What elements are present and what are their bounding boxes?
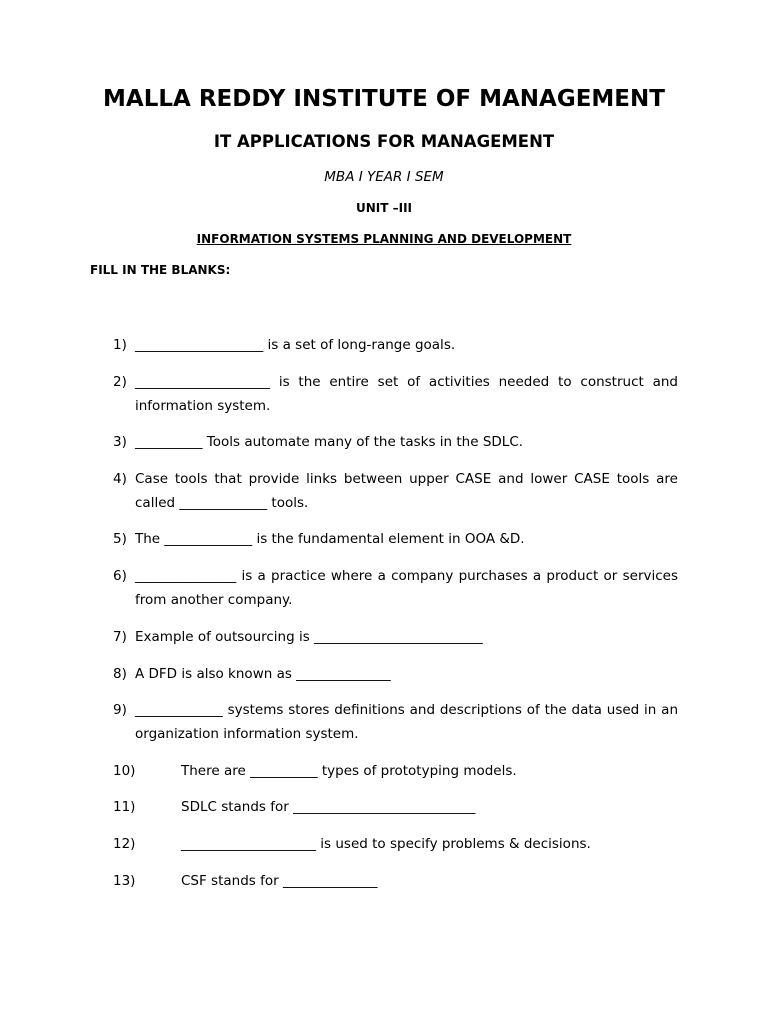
question-text: __________ Tools automate many of the tasks in the SDLC.: [135, 434, 524, 450]
question-text: _______________ is a practice where a company purchases a product or services from another company.: [135, 568, 678, 608]
institute-title: MALLA REDDY INSTITUTE OF MANAGEMENT: [103, 86, 665, 112]
course-title: IT APPLICATIONS FOR MANAGEMENT: [213, 132, 555, 151]
question-text: CSF stands for ______________: [181, 873, 378, 889]
question-text: A DFD is also known as ______________: [135, 666, 391, 682]
question-number: 7): [113, 629, 127, 645]
question-number: 2): [113, 374, 127, 390]
question-number: 5): [113, 531, 127, 547]
question-number: 12): [113, 836, 136, 852]
question-text: _____________ systems stores definitions and descriptions of the data used in an organization information system.: [135, 702, 678, 742]
unit-label: UNIT –III: [355, 201, 412, 215]
question-number: 6): [113, 568, 127, 584]
program-label: MBA I YEAR I SEM: [324, 169, 444, 185]
section-heading: FILL IN THE BLANKS:: [90, 263, 231, 277]
question-number: 4): [113, 471, 127, 487]
question-text: ___________________ is a set of long-range goals.: [135, 337, 456, 353]
question-number: 3): [113, 434, 127, 450]
question-number: 1): [113, 337, 127, 353]
question-text: Case tools that provide links between upper CASE and lower CASE tools are called _____________ tools.: [135, 471, 678, 511]
question-text: ____________________ is used to specify problems & decisions.: [181, 836, 591, 852]
topic-heading: INFORMATION SYSTEMS PLANNING AND DEVELOPMENT: [196, 232, 572, 246]
question-text: The _____________ is the fundamental element in OOA &D.: [135, 531, 525, 547]
question-number: 10): [113, 763, 136, 779]
question-text: ____________________ is the entire set of activities needed to construct and information system.: [135, 374, 678, 414]
question-number: 9): [113, 702, 127, 718]
question-number: 8): [113, 666, 127, 682]
question-number: 11): [113, 799, 136, 815]
question-text: SDLC stands for ___________________________: [181, 799, 476, 815]
question-number: 13): [113, 873, 136, 889]
question-text: Example of outsourcing is _________________________: [135, 629, 483, 645]
question-text: There are __________ types of prototyping models.: [181, 763, 517, 779]
